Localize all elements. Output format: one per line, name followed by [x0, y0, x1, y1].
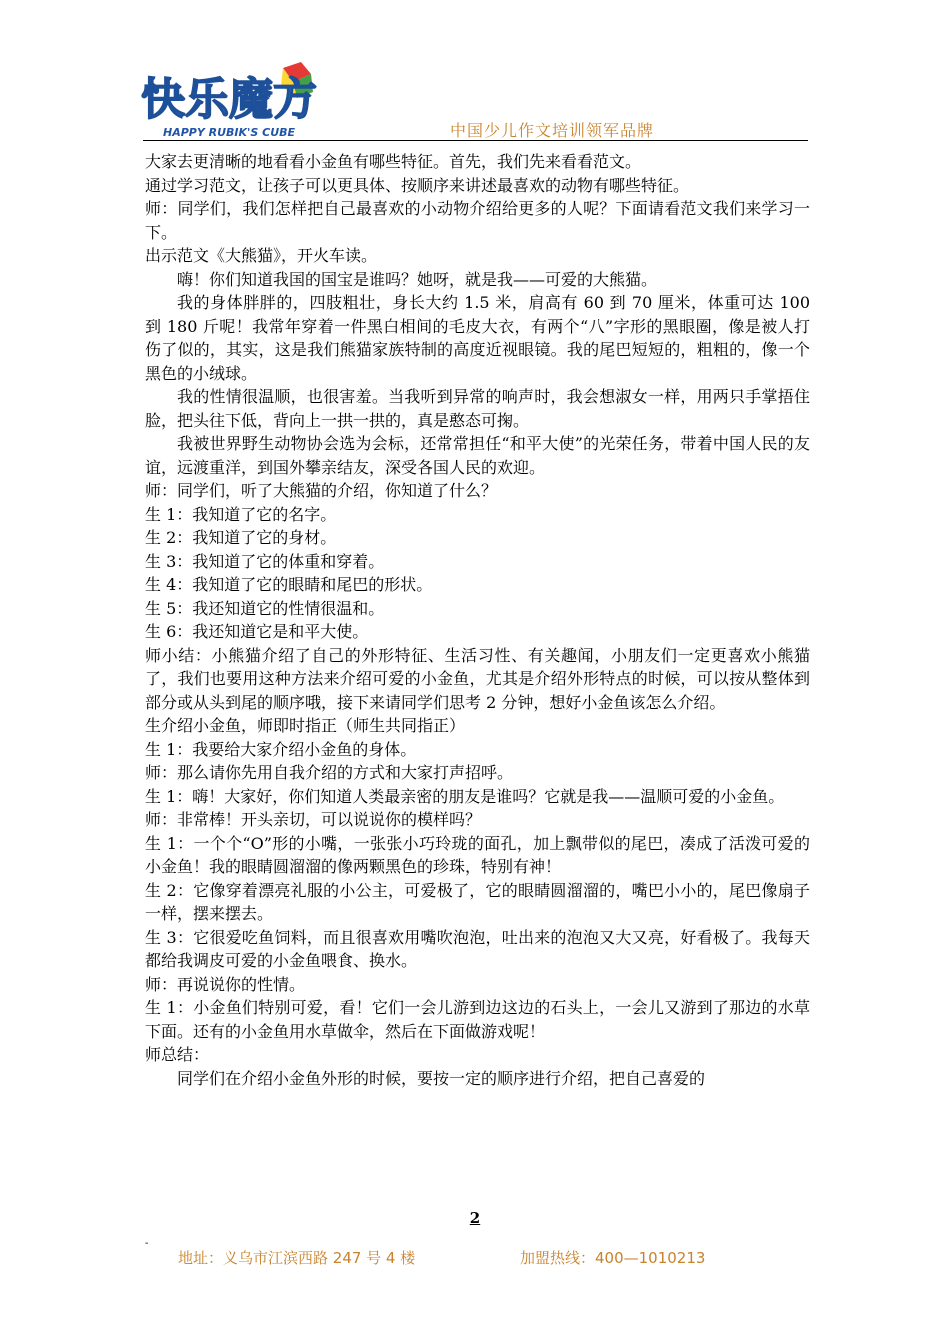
body-paragraph: 出示范文《大熊猫》，开火车读。 [145, 246, 378, 265]
body-paragraph: 同学们在介绍小金鱼外形的时候，要按一定的顺序进行介绍，把自己喜爱的 [177, 1068, 706, 1088]
body-paragraph: 通过学习范文，让孩子可以更具体、按顺序来讲述最喜欢的动物有哪些特征。 [145, 175, 690, 195]
header-rule [143, 140, 808, 141]
body-paragraph: 我的性情很温顺，也很害羞。当我听到异常的响声时，我会想淑女一样，用两只手掌捂住脸，把头往下低，背向上一拱一拱的，真是憨态可掬。 [145, 387, 810, 430]
body-paragraph: 生介绍小金鱼，师即时指正（师生共同指正） [145, 716, 466, 735]
body-paragraph: 生 1：我知道了它的名字。 [145, 504, 337, 524]
footer-address: 地址：义乌市江滨西路 247 号 4 楼 [178, 1249, 416, 1267]
document-body [145, 150, 810, 1090]
body-paragraph: 我的身体胖胖的，四肢粗壮，身长大约 1.5 米，肩高有 60 到 70 厘米，体重可达 100 到 180 斤呢！我常年穿着一件黑白相间的毛皮大衣，有两个“八”字形的黑眼圈，像是被人打伤了似的，其实，这是我们熊猫家族特制的高度近视眼镜。我的尾巴短短的，粗粗的，像一个黑色的小绒球。 [145, 293, 810, 383]
body-paragraph: 生 1：嗨！大家好，你们知道人类最亲密的朋友是谁吗？它就是我——温顺可爱的小金鱼。 [145, 786, 785, 806]
body-paragraph: 生 1：我要给大家介绍小金鱼的身体。 [145, 739, 417, 759]
body-paragraph: 生 2：我知道了它的身材。 [145, 528, 337, 547]
body-paragraph: 师：同学们，我们怎样把自己最喜欢的小动物介绍给更多的人呢？下面请看范文我们来学习一下。 [145, 199, 810, 242]
body-paragraph: 生 4：我知道了它的眼睛和尾巴的形状。 [145, 575, 433, 594]
logo-english-text: HAPPY RUBIK'S CUBE [163, 126, 296, 139]
header-tagline: 中国少儿作文培训领军品牌 [450, 121, 655, 140]
body-paragraph: 师总结： [145, 1045, 210, 1064]
body-paragraph: 生 1：一个个“O”形的小嘴，一张张小巧玲珑的面孔，加上飘带似的尾巴，凑成了活泼可爱的小金鱼！我的眼睛圆溜溜的像两颗黑色的珍珠，特别有神！ [145, 833, 810, 876]
body-paragraph: 生 2：它像穿着漂亮礼服的小公主，可爱极了，它的眼睛圆溜溜的，嘴巴小小的，尾巴像扇子一样，摆来摆去。 [145, 880, 810, 923]
body-paragraph: 生 5：我还知道它的性情很温和。 [145, 598, 385, 618]
body-paragraph: 生 3：我知道了它的体重和穿着。 [145, 551, 385, 571]
body-paragraph: 生 3：它很爱吃鱼饲料，而且很喜欢用嘴吹泡泡，吐出来的泡泡又大又亮，好看极了。我每天都给我调皮可爱的小金鱼喂食、换水。 [145, 927, 810, 970]
page-number: 2 [469, 1209, 481, 1227]
body-paragraph: 嗨！你们知道我国的国宝是谁吗？她呀，就是我——可爱的大熊猫。 [177, 269, 658, 289]
body-paragraph: 生 6：我还知道它是和平大使。 [145, 622, 369, 641]
footer-hotline: 加盟热线：400—1010213 [520, 1249, 706, 1267]
body-paragraph: 师：非常棒！开头亲切，可以说说你的模样吗？ [145, 810, 482, 829]
body-paragraph: 师小结：小熊猫介绍了自己的外形特征、生活习性、有关趣闻，小朋友们一定更喜欢小熊猫了，我们也要用这种方法来介绍可爱的小金鱼，尤其是介绍外形特点的时候，可以按从整体到部分或从头到尾的顺序哦，接下来请同学们思考 2 分钟，想好小金鱼该怎么介绍。 [145, 645, 810, 712]
body-paragraph: 师：那么请你先用自我介绍的方式和大家打声招呼。 [145, 763, 514, 782]
logo-chinese-text: 快乐魔方 [141, 74, 317, 125]
footer-dash: - [145, 1238, 149, 1249]
body-paragraph: 师：同学们，听了大熊猫的介绍，你知道了什么？ [145, 481, 498, 500]
body-paragraph: 生 1：小金鱼们特别可爱，看！它们一会儿游到边这边的石头上，一会儿又游到了那边的水草下面。还有的小金鱼用水草做伞，然后在下面做游戏呢！ [145, 998, 810, 1041]
body-paragraph: 大家去更清晰的地看看小金鱼有哪些特征。首先，我们先来看看范文。 [145, 152, 642, 171]
brand-logo [135, 60, 325, 140]
body-paragraph: 师：再说说你的性情。 [145, 974, 306, 994]
body-paragraph: 我被世界野生动物协会选为会标，还常常担任“和平大使”的光荣任务，带着中国人民的友谊，远渡重洋，到国外攀亲结友，深受各国人民的欢迎。 [145, 434, 810, 477]
